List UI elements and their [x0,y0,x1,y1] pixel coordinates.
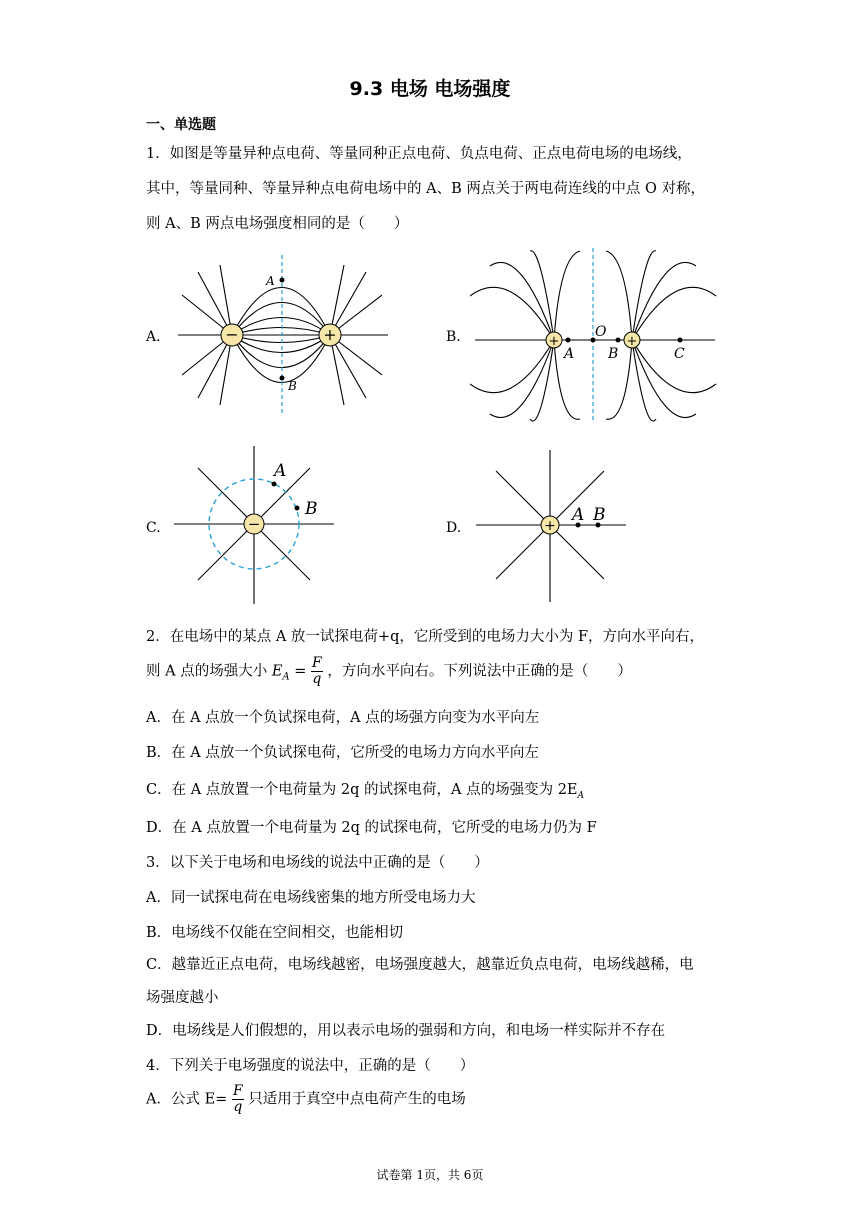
q2-option-a: A．在 A 点放一个负试探电荷，A 点的场强方向变为水平向左 [146,710,540,726]
svg-text:+: + [544,518,556,534]
diagram-b-label-b: B [608,346,619,362]
q2-formula-e: E [271,663,283,680]
q1-option-d-label: D. [446,520,462,536]
q3-stem: 3．以下关于电场和电场线的说法中正确的是（ ） [146,855,489,871]
q2-option-b: B．在 A 点放一个负试探电荷，它所受的电场力方向水平向左 [146,745,539,761]
svg-text:−: − [225,325,239,344]
svg-text:+: + [323,325,337,344]
q1-line1: 1．如图是等量异种点电荷、等量同种正点电荷、负点电荷、正点电荷电场的电场线， [146,146,692,162]
page-footer: 试卷第 1页，共 6页 [376,1168,484,1182]
diagram-d-label-b: B [593,505,606,525]
diagram-d-positive-charge [472,446,632,606]
diagram-a-dipole [168,250,398,420]
svg-text:−: − [247,515,261,533]
q2-formula-fraction: $\frac{F}{q}$ [312,655,322,687]
q2-line2: 则 A 点的场强大小 $E_A$ = $\frac{F}{q}$ ，方向水平向右。下列说法中正确的是（ ） [146,655,632,687]
q1-line3: 则 A、B 两点电场强度相同的是（ ） [146,216,409,232]
diagram-b-label-a: A [564,346,575,362]
svg-text:+: + [626,334,638,349]
svg-text:+: + [548,334,560,349]
diagram-a-label-b: B [288,379,297,393]
q3-option-a: A．同一试探电荷在电场线密集的地方所受电场力大 [146,890,476,906]
q4-option-a: A．公式 E= $\frac{F}{q}$ 只适用于真空中点电荷产生的电场 [146,1083,466,1115]
q3-option-c-cont: 场强度越小 [146,990,219,1006]
diagram-c-label-b: B [305,499,318,519]
diagram-b-label-c: C [674,346,685,362]
diagram-a-label-a: A [266,274,275,288]
q1-option-b-label: B. [446,329,461,345]
q3-option-d: D．电场线是人们假想的，用以表示电场的强弱和方向，和电场一样实际并不存在 [146,1023,666,1039]
diagram-b-like-charges [470,246,720,424]
q3-option-b: B．电场线不仅能在空间相交，也能相切 [146,925,404,941]
q2-option-d: D．在 A 点放置一个电荷量为 2q 的试探电荷，它所受的电场力仍为 F [146,820,597,836]
q4-stem: 4．下列关于电场强度的说法中，正确的是（ ） [146,1058,475,1074]
q1-option-c-label: C. [146,520,161,536]
q2-line1: 2．在电场中的某点 A 放一试探电荷+q，它所受到的电场力大小为 F，方向水平向右， [146,629,705,645]
diagram-d-label-a: A [572,505,585,525]
q1-option-a-label: A. [146,329,161,345]
diagram-b-label-o: O [595,324,607,340]
diagram-c-label-a: A [274,461,287,481]
q3-option-c: C．越靠近正点电荷，电场线越密，电场强度越大，越靠近负点电荷，电场线越稀，电 [146,957,694,973]
q1-line2: 其中，等量同种、等量异种点电荷电场中的 A、B 两点关于两电荷连线的中点 O 对称， [146,181,705,197]
q2-option-c: C．在 A 点放置一个电荷量为 2q 的试探电荷，A 点的场强变为 $2E_A$ [146,782,585,801]
diagram-c-negative-charge [170,442,340,608]
page-title: 9.3 电场 电场强度 [349,78,511,100]
section-heading: 一、单选题 [146,117,216,133]
q4-formula-fraction: $\frac{F}{q}$ [232,1083,243,1115]
